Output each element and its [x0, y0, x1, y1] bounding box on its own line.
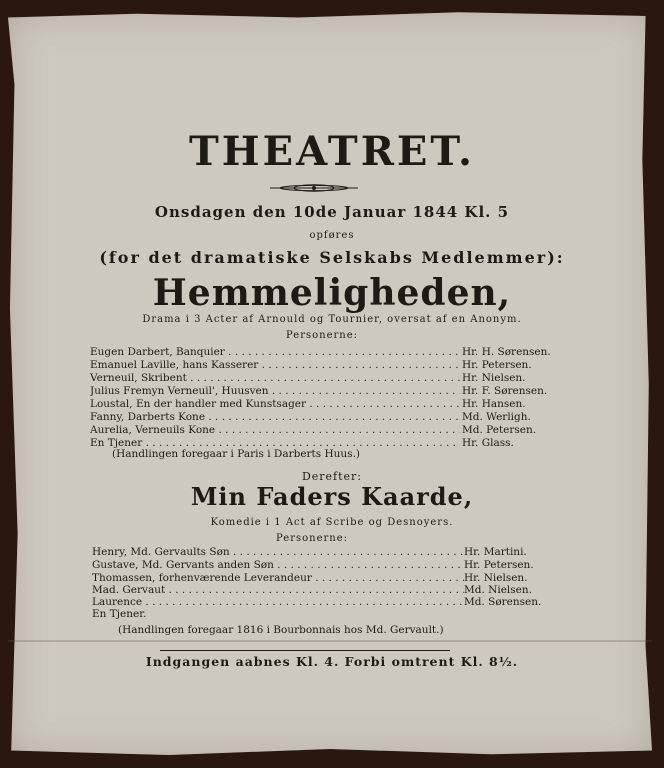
paper-fold-line [8, 640, 652, 642]
play2-subtitle: Komedie i 1 Act af Scribe og Desnoyers. [210, 517, 454, 528]
play2-personerne: Personerne: [276, 533, 348, 544]
cast-actor: Hr. Martini. [464, 546, 527, 558]
cast-role: Henry, Md. Gervaults Søn . . . [92, 546, 464, 558]
cast-actor: Hr. Nielsen. [464, 572, 528, 584]
admission-times: Indgangen aabnes Kl. 4. Forbi omtrent Kl. 8½. [145, 654, 519, 669]
cast-actor: Hr. F. Sørensen. [462, 385, 548, 397]
cast-actor: Md. Werligh. [462, 411, 531, 423]
playbill-title: THEATRET. [189, 128, 475, 175]
cast-role: Gustave, Md. Gervants anden Søn . . . [92, 559, 464, 571]
cast-role: Mad. Gervaut . . . [92, 584, 464, 596]
cast-actor: Hr. Glass. [462, 437, 514, 449]
cast-role: Loustal, En der handler med Kunstsager . . . [90, 398, 460, 410]
cast-role: Aurelia, Verneuils Kone . . . [90, 424, 460, 436]
cast-role: En Tjener . . . [90, 437, 460, 449]
performance-date: Onsdagen den 10de Januar 1844 Kl. 5 [154, 203, 510, 221]
play2-title: Min Faders Kaarde, [190, 482, 474, 511]
play1-personerne: Personerne: [286, 330, 358, 341]
cast-role: Julius Fremyn Verneuil', Huusven . . . [90, 385, 460, 397]
cast-actor: Hr. Hansen. [462, 398, 526, 410]
play1-scene-note: (Handlingen foregaar i Paris i Darberts Huus.) [112, 448, 361, 460]
play1-subtitle: Drama i 3 Acter af Arnould og Tournier, oversat af en Anonym. [142, 314, 522, 325]
cast-role: Emanuel Laville, hans Kasserer . . . [90, 359, 460, 371]
derefter-text: Derefter: [301, 470, 363, 483]
cast-actor: Md. Petersen. [462, 424, 537, 436]
audience-line: (for det dramatiske Selskabs Medlemmer): [99, 248, 565, 267]
cast-actor: Md. Nielsen. [464, 584, 532, 596]
ornament-divider [270, 184, 358, 192]
opfores-text: opføres [309, 230, 355, 241]
cast-role: En Tjener. [92, 608, 147, 620]
play2-scene-note: (Handlingen foregaar 1816 i Bourbonnais hos Md. Gervault.) [118, 624, 444, 636]
cast-actor: Md. Sørensen. [464, 596, 542, 608]
playbill-paper [8, 10, 652, 758]
cast-role: Thomassen, forhenværende Leverandeur . . . [92, 572, 464, 584]
cast-actor: Hr. Nielsen. [462, 372, 526, 384]
cast-role: Verneuil, Skribent . . . [90, 372, 460, 384]
cast-actor: Hr. Petersen. [462, 359, 532, 371]
cast-role: Laurence . . . [92, 596, 464, 608]
cast-role: Eugen Darbert, Banquier . . . [90, 346, 460, 358]
play1-title: Hemmeligheden, [152, 272, 512, 314]
cast-actor: Hr. Petersen. [464, 559, 534, 571]
cast-role: Fanny, Darberts Kone . . . [90, 411, 460, 423]
footer-rule [160, 650, 450, 651]
cast-actor: Hr. H. Sørensen. [462, 346, 551, 358]
